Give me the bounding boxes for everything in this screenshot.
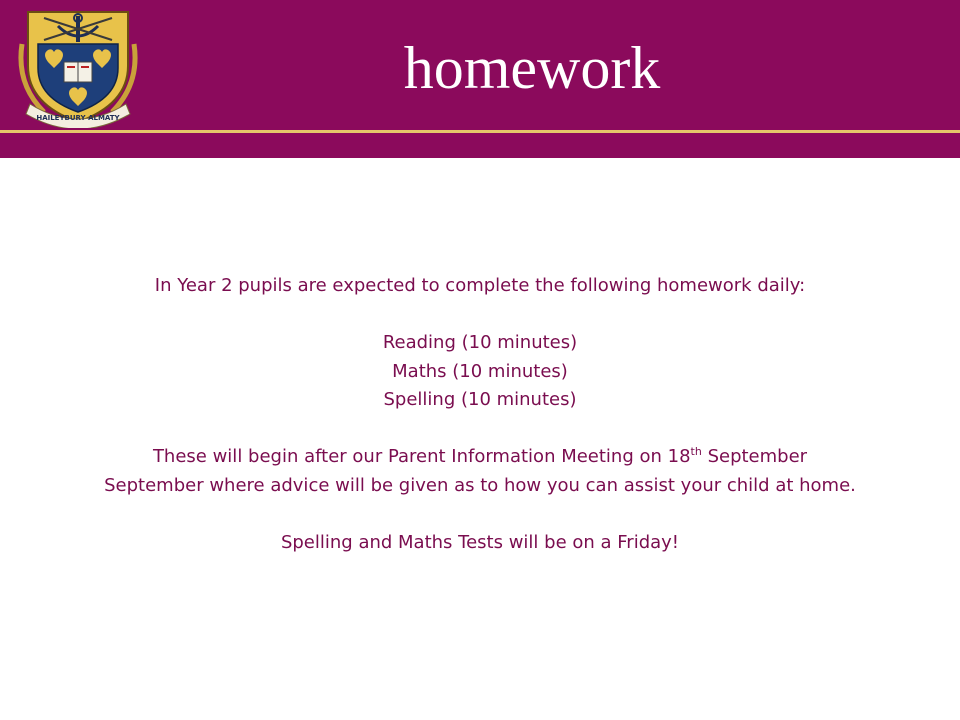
intro-text: In Year 2 pupils are expected to complete the following homework daily: (154, 275, 806, 296)
header-divider (0, 130, 960, 133)
list-item: Maths (10 minutes) (392, 360, 568, 382)
header-bar (0, 0, 960, 158)
advice-text: September where advice will be given as to how you can assist your child at home. (104, 474, 856, 496)
closing-text: Spelling and Maths Tests will be on a Friday! (280, 531, 680, 553)
svg-text:HAILEYBURY ALMATY: HAILEYBURY ALMATY (36, 114, 120, 122)
meeting-text-end: September (701, 446, 808, 467)
meeting-text (80, 443, 880, 472)
homework-content (80, 272, 880, 557)
meeting-text-start: These will begin after our Parent Information Meeting on 18 (152, 446, 691, 467)
page-title: homework (403, 35, 661, 101)
list-item: Reading (10 minutes) (382, 332, 578, 353)
ordinal-suffix: th (690, 445, 702, 458)
list-item: Spelling (10 minutes) (383, 389, 577, 410)
